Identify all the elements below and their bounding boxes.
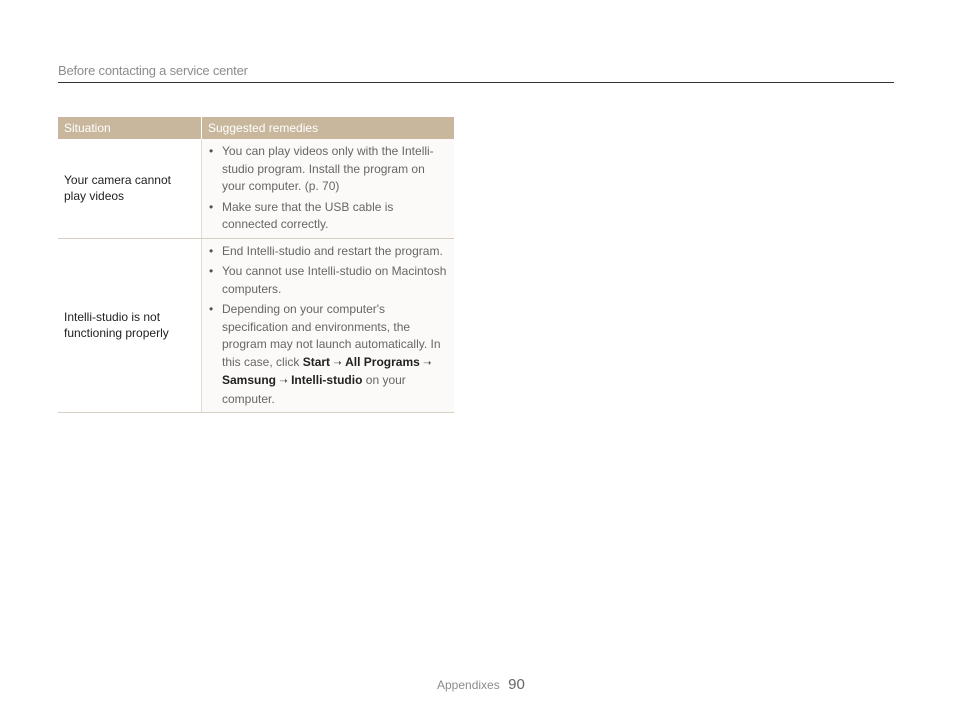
menu-start: Start xyxy=(302,354,331,369)
remedy-item xyxy=(208,143,450,196)
bullet-icon: • xyxy=(209,144,214,158)
remedy-list xyxy=(208,243,450,409)
arrow-right-icon: ➝ xyxy=(279,376,288,387)
remedies-cell xyxy=(202,238,455,413)
page-footer xyxy=(437,676,525,694)
table-header-row xyxy=(58,117,454,139)
remedy-text: You can play videos only with the Intelli-studio program. Install the program on your computer. (p. 70) xyxy=(222,144,434,193)
menu-intelli-studio: Intelli-studio xyxy=(291,373,363,387)
arrow-right-icon: ➝ xyxy=(423,357,432,369)
remedy-item xyxy=(208,243,450,261)
remedy-text: End Intelli-studio and restart the program. xyxy=(222,243,443,258)
remedy-item xyxy=(208,301,450,408)
page-number: 90 xyxy=(508,676,525,693)
bullet-icon: • xyxy=(209,302,214,316)
remedy-list xyxy=(208,143,450,234)
header-title: Before contacting a service center xyxy=(58,63,248,78)
table-row xyxy=(58,139,454,238)
remedy-text: Make sure that the USB cable is connected correctly. xyxy=(222,199,394,231)
arrow-right-icon: ➝ xyxy=(333,357,342,369)
bullet-icon: • xyxy=(209,264,214,278)
menu-samsung: Samsung xyxy=(222,373,277,387)
table-row xyxy=(58,238,454,413)
bullet-icon: • xyxy=(209,199,214,214)
remedies-cell xyxy=(202,139,455,238)
page-header xyxy=(58,62,894,83)
bullet-icon: • xyxy=(209,243,214,258)
remedy-text: You cannot use Intelli-studio on Macintosh computers. xyxy=(222,264,447,296)
troubleshooting-table xyxy=(58,117,454,413)
menu-all-programs: All Programs xyxy=(345,354,420,369)
remedy-text-before: Depending on your computer's specification and environments, the program may not launch automatically. In this case, click xyxy=(222,302,441,369)
footer-section: Appendixes xyxy=(437,678,500,692)
remedy-item xyxy=(208,199,450,234)
column-header-remedies: Suggested remedies xyxy=(202,117,455,139)
column-header-situation: Situation xyxy=(58,117,202,139)
situation-cell: Intelli-studio is not functioning properly xyxy=(58,238,202,413)
situation-cell: Your camera cannot play videos xyxy=(58,139,202,238)
remedy-text-after: on your computer. xyxy=(222,373,406,406)
remedy-item xyxy=(208,263,450,298)
